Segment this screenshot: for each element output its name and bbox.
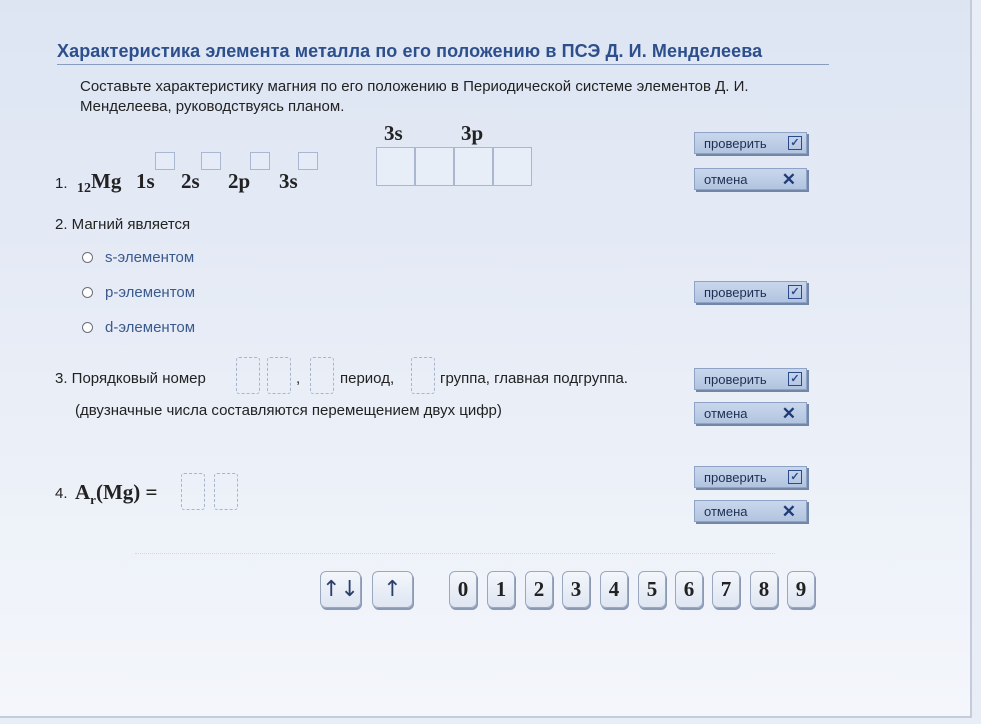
- period-input[interactable]: [310, 357, 334, 394]
- orbital-cell-3s[interactable]: [376, 147, 415, 186]
- formula-a: A: [75, 480, 91, 504]
- atomic-number-digit-1[interactable]: [236, 357, 260, 394]
- close-icon: ✕: [781, 501, 796, 521]
- input-2p-electrons[interactable]: [250, 152, 270, 170]
- q4-formula: [75, 480, 157, 508]
- close-icon: ✕: [781, 403, 796, 423]
- checkmark-icon: ✓: [788, 470, 802, 484]
- check-button-label: проверить: [704, 284, 767, 300]
- digit-key-2[interactable]: 2: [525, 571, 553, 608]
- digit-key-1[interactable]: 1: [487, 571, 515, 608]
- option-p-element[interactable]: [82, 284, 195, 301]
- cancel-button-label: отмена: [704, 503, 748, 519]
- digit-key-7[interactable]: 7: [712, 571, 740, 608]
- orbital-cell-3p-2[interactable]: [454, 147, 493, 186]
- q2-label: 2. Магний является: [55, 216, 191, 233]
- radio-d-element[interactable]: [82, 322, 93, 333]
- orbital-header-3p: 3p: [461, 121, 484, 145]
- digit-key-6[interactable]: 6: [675, 571, 703, 608]
- digit-key-9[interactable]: 9: [787, 571, 815, 608]
- level-3s: 3s: [279, 169, 298, 193]
- input-2s-electrons[interactable]: [201, 152, 221, 170]
- radio-s-element[interactable]: [82, 252, 93, 263]
- atomic-number: 12: [77, 181, 91, 196]
- atomic-mass-digit-2[interactable]: [214, 473, 238, 510]
- title-divider: [57, 64, 829, 65]
- section-divider: [135, 553, 775, 554]
- check-button-label: проверить: [704, 469, 767, 485]
- orbital-cell-3p-1[interactable]: [415, 147, 454, 186]
- q4-check-button[interactable]: [694, 466, 807, 488]
- level-2s: 2s: [181, 169, 200, 193]
- radio-p-element[interactable]: [82, 287, 93, 298]
- digit-key-5[interactable]: 5: [638, 571, 666, 608]
- check-button-label: проверить: [704, 135, 767, 151]
- option-d-label: d-элементом: [105, 319, 196, 336]
- checkmark-icon: ✓: [788, 136, 802, 150]
- element-symbol: Mg: [91, 169, 122, 193]
- cancel-button-label: отмена: [704, 405, 748, 421]
- q1-check-button[interactable]: [694, 132, 807, 154]
- page-title: Характеристика элемента металла по его положению в ПСЭ Д. И. Менделеева: [57, 41, 763, 61]
- close-icon: ✕: [781, 169, 796, 189]
- check-button-label: проверить: [704, 371, 767, 387]
- digit-key-0[interactable]: 0: [449, 571, 477, 608]
- q3-note: (двузначные числа составляются перемещением двух цифр): [75, 402, 502, 419]
- cancel-button-label: отмена: [704, 171, 748, 187]
- atomic-mass-digit-1[interactable]: [181, 473, 205, 510]
- q1-formula: [77, 169, 121, 194]
- q4-cancel-button[interactable]: [694, 500, 807, 522]
- level-2p: 2p: [228, 169, 251, 193]
- digit-key-4[interactable]: 4: [600, 571, 628, 608]
- single-electron-arrow-key[interactable]: ↑: [372, 571, 413, 608]
- level-1s: 1s: [136, 169, 155, 193]
- digit-key-3[interactable]: 3: [562, 571, 590, 608]
- atomic-number-digit-2[interactable]: [267, 357, 291, 394]
- orbital-cell-3p-3[interactable]: [493, 147, 532, 186]
- option-d-element[interactable]: [82, 319, 195, 336]
- q1-number: 1.: [55, 175, 68, 192]
- task-instructions: Составьте характеристику магния по его положению в Периодической системе элементов Д. И. Менделеева, руководствуясь планом.: [80, 78, 749, 115]
- q2-check-button[interactable]: [694, 281, 807, 303]
- checkmark-icon: ✓: [788, 285, 802, 299]
- q3-check-button[interactable]: [694, 368, 807, 390]
- group-input[interactable]: [411, 357, 435, 394]
- input-3s-electrons[interactable]: [298, 152, 318, 170]
- q3-period-label: период,: [340, 370, 395, 387]
- q3-prefix: 3. Порядковый номер: [55, 370, 206, 387]
- input-1s-electrons[interactable]: [155, 152, 175, 170]
- q3-cancel-button[interactable]: [694, 402, 807, 424]
- q4-number: 4.: [55, 485, 68, 502]
- q3-group-label: группа, главная подгруппа.: [440, 370, 628, 387]
- formula-subscript: r: [90, 492, 96, 508]
- checkmark-icon: ✓: [788, 372, 802, 386]
- option-s-label: s-элементом: [105, 249, 195, 266]
- orbital-header-3s: 3s: [384, 121, 403, 145]
- q1-cancel-button[interactable]: [694, 168, 807, 190]
- electron-pair-arrows-key[interactable]: ↑↓: [320, 571, 361, 608]
- digit-key-8[interactable]: 8: [750, 571, 778, 608]
- formula-rest: (Mg) =: [95, 480, 158, 504]
- option-s-element[interactable]: [82, 249, 194, 266]
- option-p-label: p-элементом: [105, 284, 196, 301]
- q3-comma: ,: [296, 370, 301, 387]
